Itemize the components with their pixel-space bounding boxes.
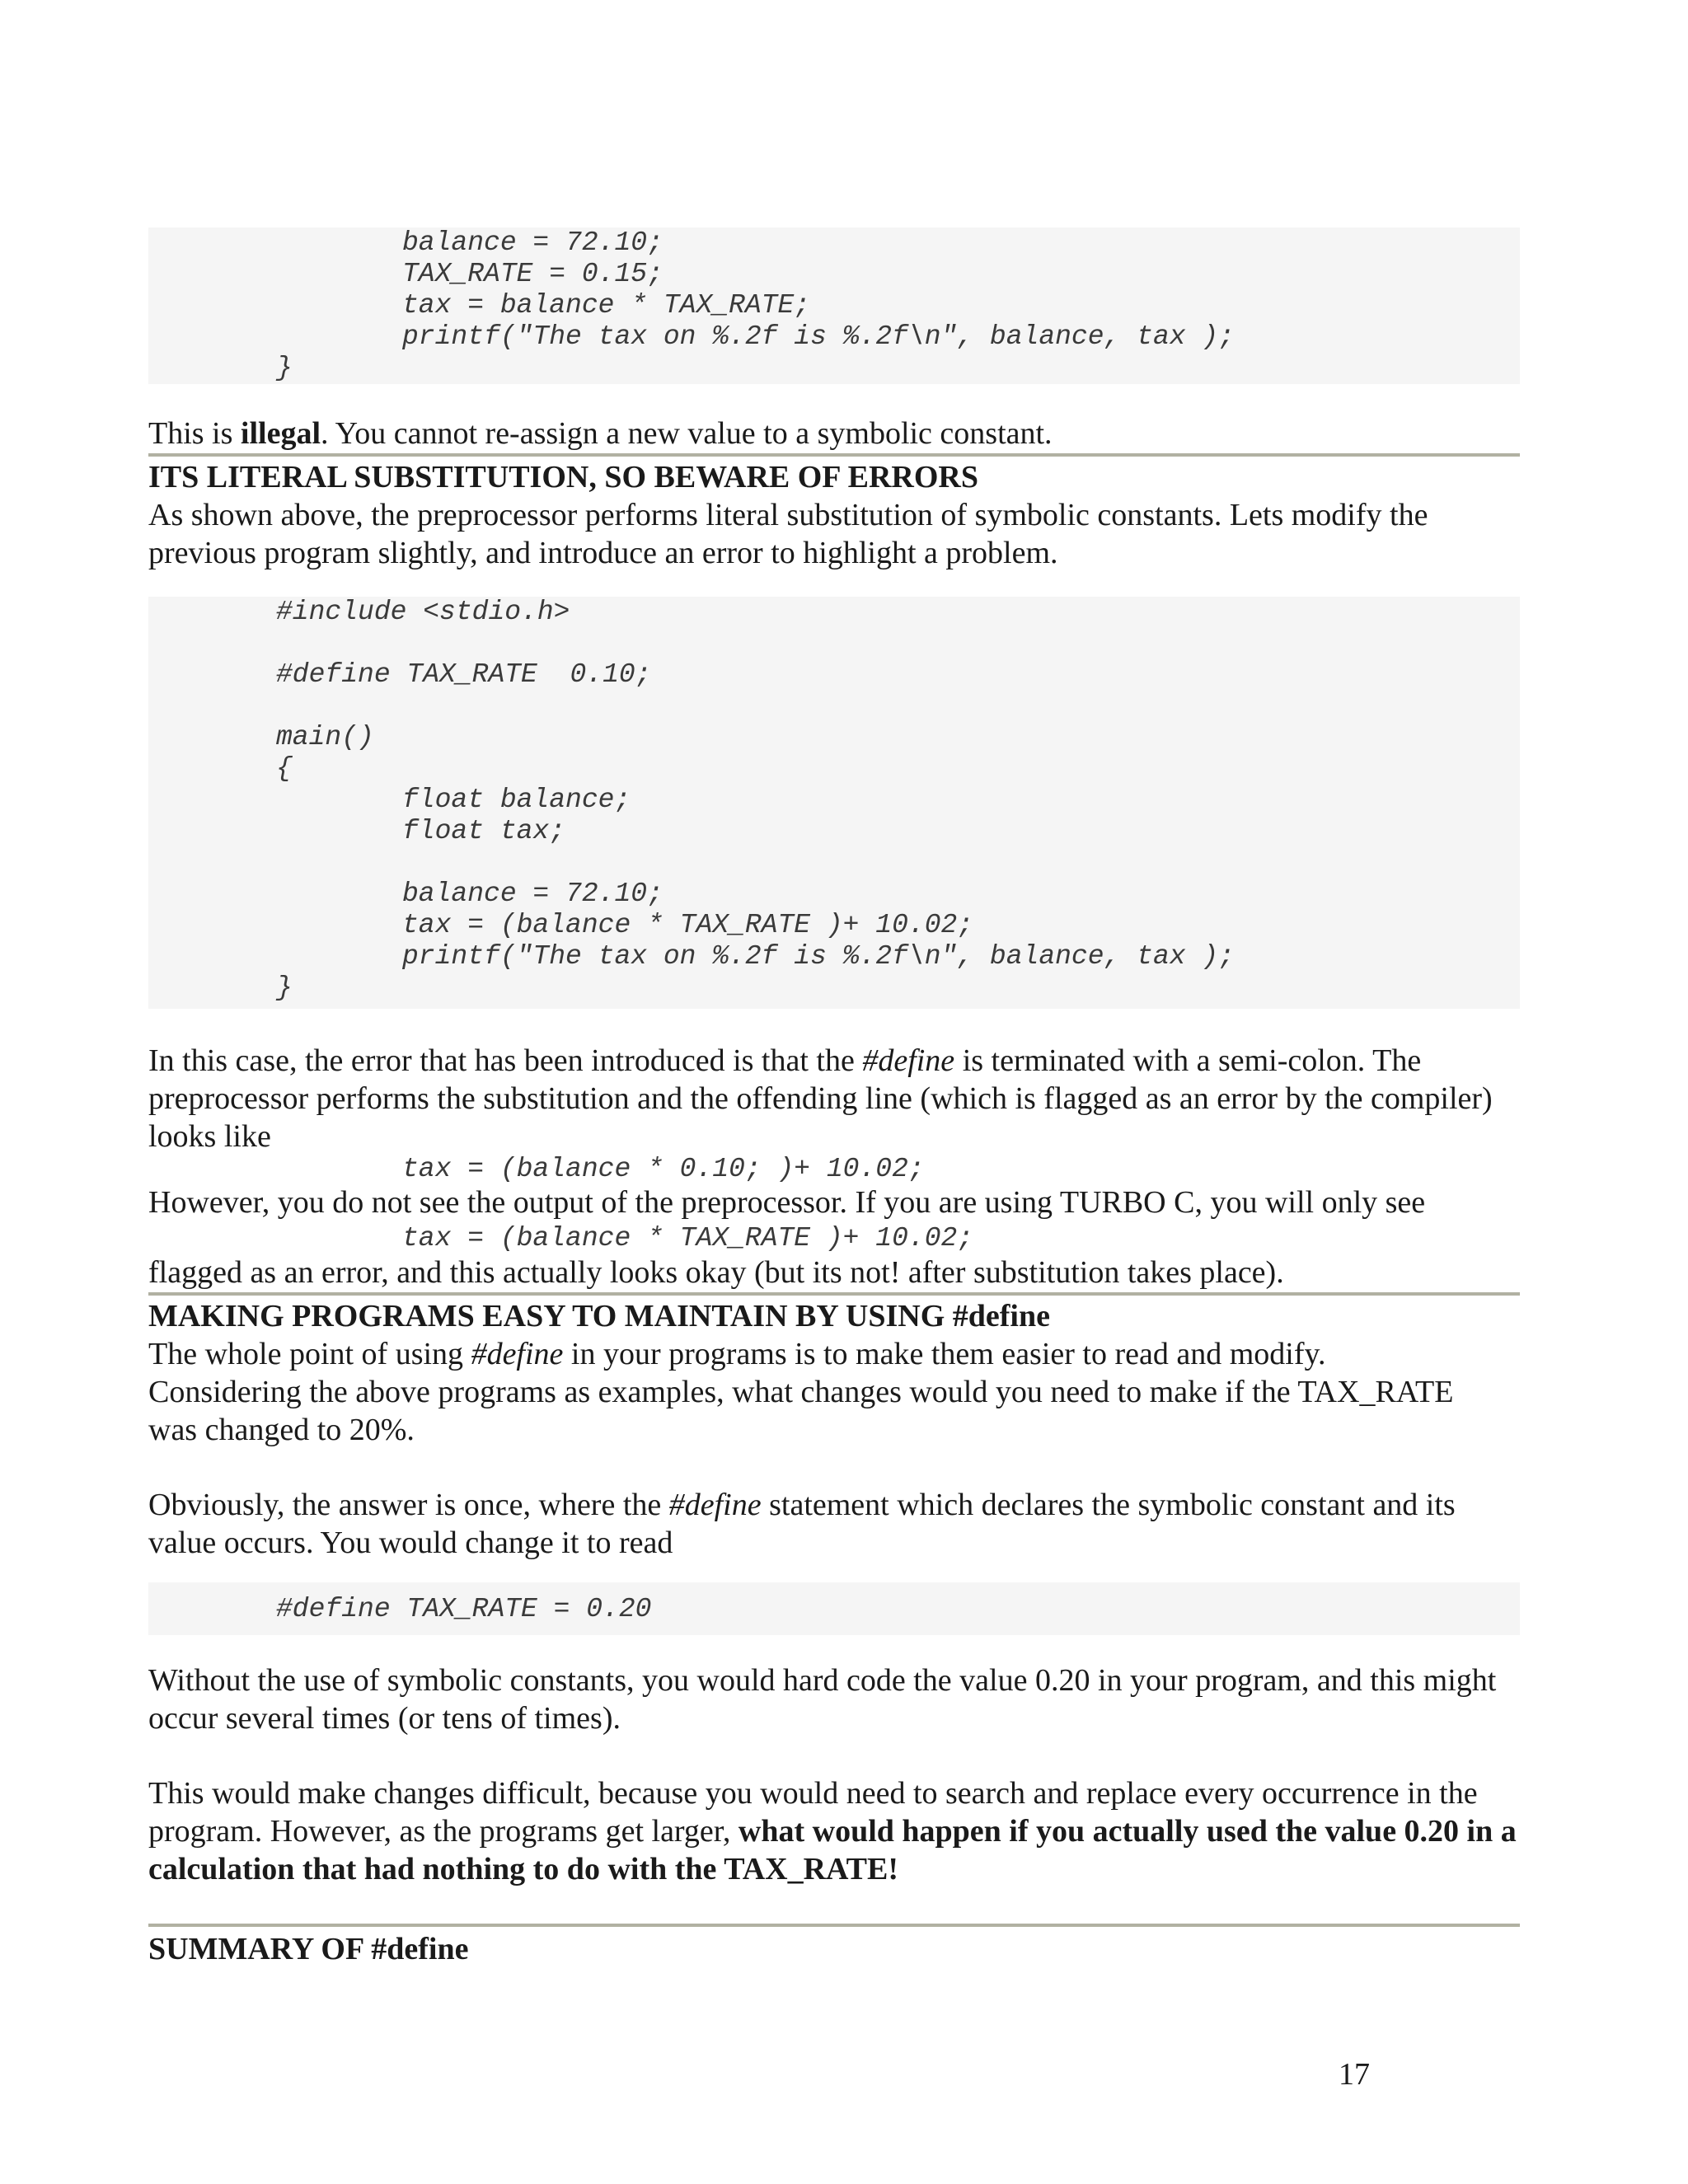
paragraph: This would make changes difficult, because you would need to search and replace every occurrence in the program. However, as the programs get larger, what would happen if you actually used the value 0.20 in a calculation that had nothing to do with the TAX_RATE! xyxy=(148,1776,1517,1886)
paragraph: However, you do not see the output of the preprocessor. If you are using TURBO C, you will only see xyxy=(148,1185,1426,1220)
code-line-offending: tax = (balance * 0.10; )+ 10.02; xyxy=(402,1154,925,1184)
code-line: #define TAX_RATE = 0.20 xyxy=(276,1594,652,1624)
define-italic: #define xyxy=(471,1337,564,1371)
code-line: } xyxy=(276,972,293,1003)
section-divider xyxy=(148,453,1520,457)
code-line: printf("The tax on %.2f is %.2f\n", balance, tax ); xyxy=(402,321,1235,352)
code-line xyxy=(148,628,1520,659)
document-page xyxy=(148,0,1523,2184)
code-line: tax = (balance * TAX_RATE )+ 10.02; xyxy=(402,910,974,940)
illegal-bold: illegal xyxy=(240,416,321,451)
code-line: balance = 72.10; xyxy=(402,227,663,258)
code-line: { xyxy=(276,753,293,784)
paragraph: As shown above, the preprocessor performs literal substitution of symbolic constants. Lets modify the previous program slightly, and introduce an error to highlight a problem. xyxy=(148,498,1428,570)
code-block-top xyxy=(148,227,1520,384)
section-divider xyxy=(148,1924,1520,1927)
code-line: tax = balance * TAX_RATE; xyxy=(402,290,811,321)
code-line-turboc: tax = (balance * TAX_RATE )+ 10.02; xyxy=(402,1223,974,1254)
paragraph: The whole point of using #define in your programs is to make them easier to read and modify. Considering the above programs as examples, what changes would you need to make if the TAX_RATE was changed to 20%. xyxy=(148,1337,1454,1447)
paragraph: In this case, the error that has been introduced is that the #define is terminated with a semi-colon. The preprocessor performs the substitution and the offending line (which is flagged as an error by the compiler) looks like xyxy=(148,1043,1493,1154)
code-line: } xyxy=(276,353,293,383)
code-line xyxy=(148,691,1520,722)
section-divider xyxy=(148,1292,1520,1296)
code-line: #define TAX_RATE 0.10; xyxy=(276,659,652,690)
code-line: balance = 72.10; xyxy=(402,879,663,909)
code-line: printf("The tax on %.2f is %.2f\n", balance, tax ); xyxy=(402,941,1235,972)
section-heading-maintain: MAKING PROGRAMS EASY TO MAINTAIN BY USING #define xyxy=(148,1299,1050,1333)
code-line: float tax; xyxy=(402,816,566,846)
warning-bold: what would happen if you actually used the value 0.20 in a calculation that had nothing to do with the TAX_RATE! xyxy=(148,1814,1517,1886)
page-number: 17 xyxy=(1339,2057,1370,2092)
code-line: main() xyxy=(276,722,374,752)
code-block-program xyxy=(148,597,1520,1009)
paragraph: Without the use of symbolic constants, you would hard code the value 0.20 in your program, and this might occur several times (or tens of times). xyxy=(148,1663,1497,1736)
define-italic: #define xyxy=(668,1488,762,1522)
code-line xyxy=(148,847,1520,879)
define-italic: #define xyxy=(862,1043,955,1078)
illegal-paragraph: This is illegal. You cannot re-assign a new value to a symbolic constant. xyxy=(148,416,1053,451)
code-line: #include <stdio.h> xyxy=(276,597,570,627)
paragraph: flagged as an error, and this actually looks okay (but its not! after substitution takes place). xyxy=(148,1255,1284,1290)
code-line: float balance; xyxy=(402,785,631,815)
section-heading-summary: SUMMARY OF #define xyxy=(148,1932,469,1966)
code-line: TAX_RATE = 0.15; xyxy=(402,259,663,289)
paragraph: Obviously, the answer is once, where the #define statement which declares the symbolic constant and its value occurs. You would change it to read xyxy=(148,1488,1456,1560)
code-block-define xyxy=(148,1582,1520,1635)
section-heading-literal-substitution: ITS LITERAL SUBSTITUTION, SO BEWARE OF ERRORS xyxy=(148,460,978,494)
